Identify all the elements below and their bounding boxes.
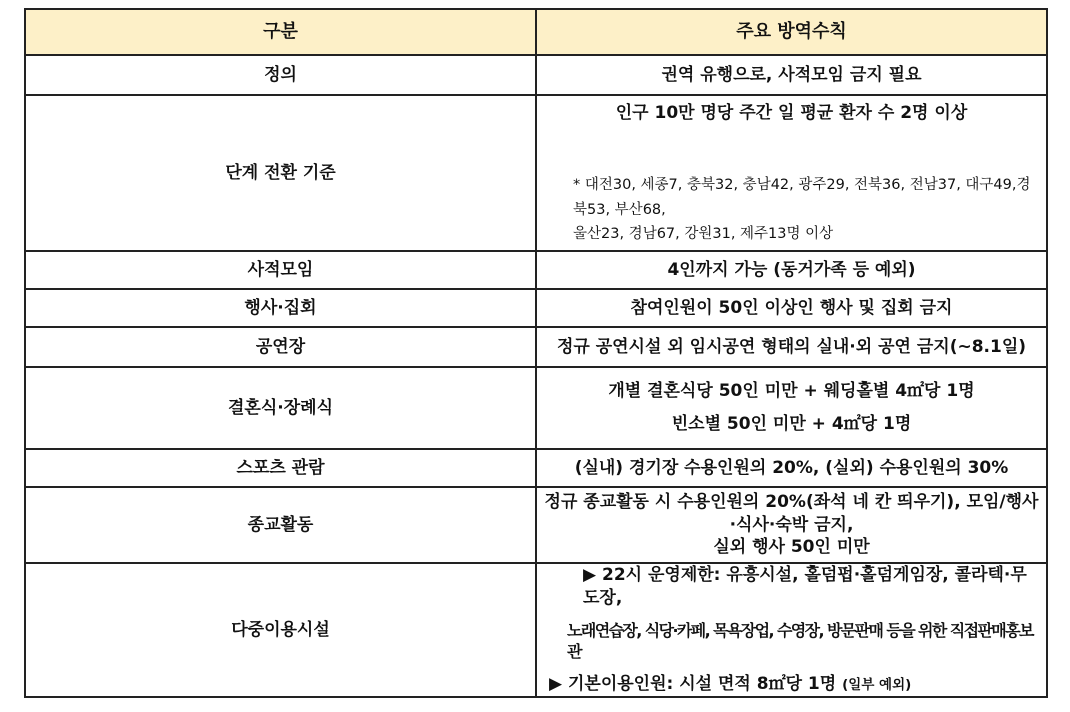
table-row <box>25 55 1047 95</box>
row-category: 스포츠 관람 <box>25 449 536 487</box>
facility-capacity-wrap <box>549 673 1040 696</box>
content-line-2: 빈소별 50인 미만 + 4㎡당 1명 <box>671 414 912 434</box>
table-row <box>25 367 1047 449</box>
criteria-note-line-1: * 대전30, 세종7, 충북32, 충남42, 광주29, 전북36, 전남37, 대구49,경북53, 부산68, <box>573 176 1031 218</box>
row-content: 참여인원이 50인 이상인 행사 및 집회 금지 <box>536 289 1047 327</box>
row-content: 권역 유행으로, 사적모임 금지 필요 <box>536 55 1047 95</box>
table-row <box>25 449 1047 487</box>
table-row <box>25 327 1047 367</box>
table-row <box>25 487 1047 563</box>
table-row <box>25 563 1047 697</box>
row-content: (실내) 경기장 수용인원의 20%, (실외) 수용인원의 30% <box>536 449 1047 487</box>
row-category: 공연장 <box>25 327 536 367</box>
row-category: 사적모임 <box>25 251 536 289</box>
row-content <box>536 563 1047 697</box>
header-category: 구분 <box>25 9 536 55</box>
table-row <box>25 289 1047 327</box>
row-category: 다중이용시설 <box>25 563 536 697</box>
facility-capacity-line: ▶ 기본이용인원: 시설 면적 8㎡당 1명 <box>549 674 837 695</box>
row-category: 단계 전환 기준 <box>25 95 536 251</box>
content-line-1: 개별 결혼식당 50인 미만 + 웨딩홀별 4㎡당 1명 <box>608 381 975 402</box>
row-content <box>536 367 1047 449</box>
row-category: 행사·집회 <box>25 289 536 327</box>
content-line-1: 정규 종교활동 시 수용인원의 20%(좌석 네 칸 띄우기), 모임/행사·식사·숙박 금지, <box>544 491 1039 535</box>
row-category: 정의 <box>25 55 536 95</box>
facility-hours-line: ▶ 22시 운영제한: 유흥시설, 홀덤펍·홀덤게임장, 콜라텍·무도장, <box>583 565 1027 608</box>
facility-list-line: 노래연습장, 식당·카페, 목욕장업, 수영장, 방문판매 등을 위한 직접판매홍보관 <box>567 620 1033 662</box>
row-category: 결혼식·장례식 <box>25 367 536 449</box>
facility-capacity-note: (일부 예외) <box>842 677 912 694</box>
row-content: 정규 공연시설 외 임시공연 형태의 실내·외 공연 금지(~8.1일) <box>536 327 1047 367</box>
header-rules: 주요 방역수칙 <box>536 9 1047 55</box>
content-line-2: 실외 행사 50인 미만 <box>713 537 870 558</box>
row-content <box>536 487 1047 563</box>
rules-table <box>24 8 1048 698</box>
row-category: 종교활동 <box>25 487 536 563</box>
table-row <box>25 95 1047 251</box>
table-row <box>25 251 1047 289</box>
row-content: 4인까지 가능 (동거가족 등 예외) <box>536 251 1047 289</box>
table-header-row <box>25 9 1047 55</box>
row-content <box>536 95 1047 251</box>
criteria-main: 인구 10만 명당 주간 일 평균 환자 수 2명 이상 <box>615 103 968 123</box>
criteria-note-line-2: 울산23, 경남67, 강원31, 제주13명 이상 <box>573 226 834 243</box>
